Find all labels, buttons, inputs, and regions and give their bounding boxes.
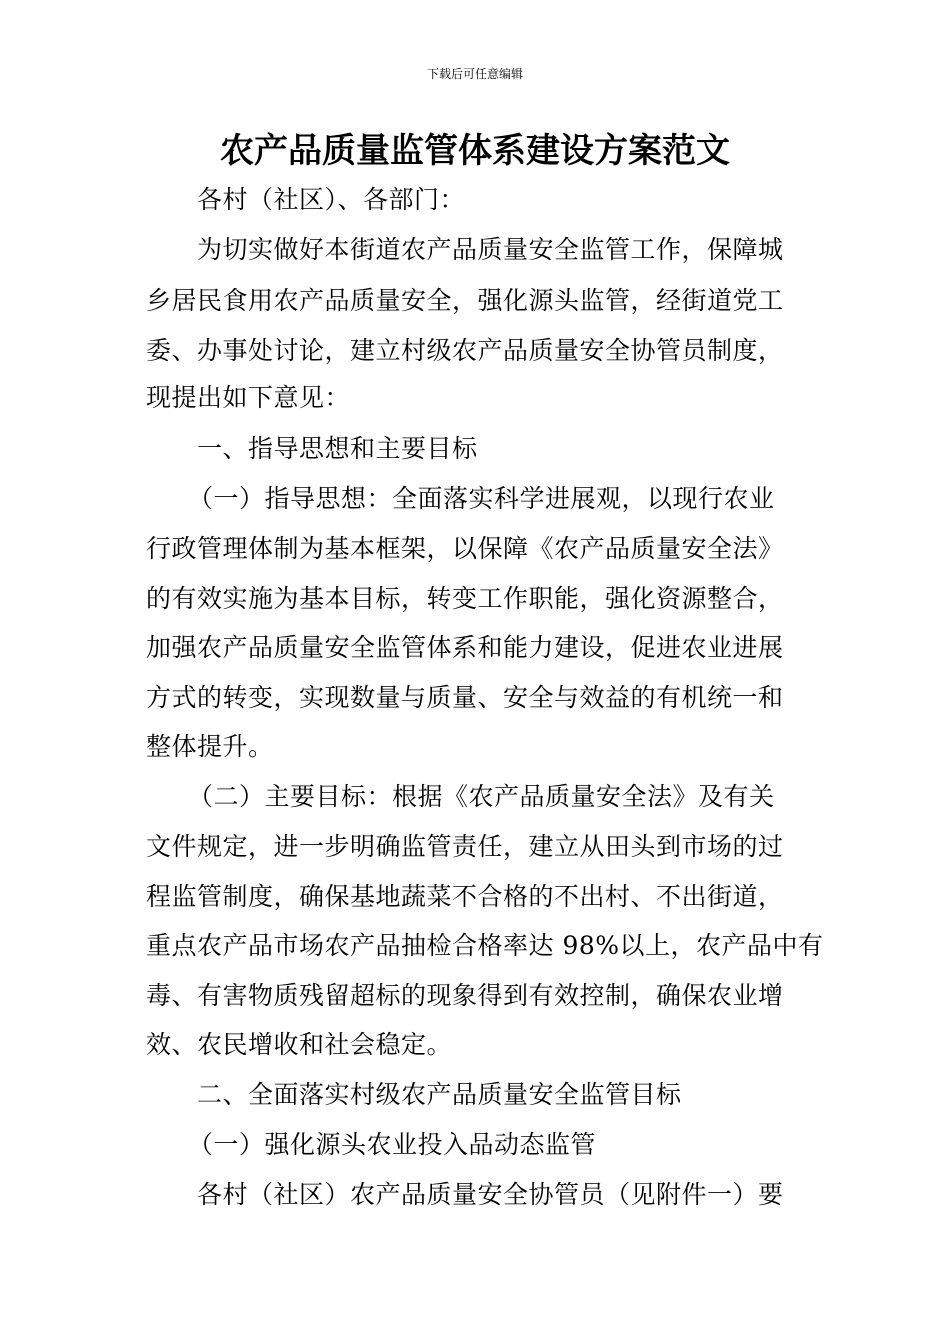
paragraph-line: 效、农民增收和社会稳定。 [146,1030,453,1059]
paragraph-line: 行政管理体制为基本框架，以保障《农产品质量安全法》 [146,534,784,563]
paragraph-line: 的有效实施为基本目标，转变工作职能，强化资源整合， [146,584,784,613]
paragraph-line: 现提出如下意见： [146,383,351,412]
paragraph-line: 方式的转变，实现数量与质量、安全与效益的有机统一和 [146,683,784,712]
section-heading: 一、指导思想和主要目标 [197,434,478,463]
paragraph-line: 重点农产品市场农产品抽检合格率达 98%以上，农产品中有 [146,931,824,960]
salutation-line: 各村（社区）、各部门： [197,185,466,214]
paragraph-line: 文件规定，进一步明确监管责任，建立从田头到市场的过 [146,832,784,861]
paragraph-line: 整体提升。 [146,732,274,761]
section-heading: 二、全面落实村级农产品质量安全监管目标 [197,1080,682,1109]
paragraph-line: 加强农产品质量安全监管体系和能力建设，促进农业进展 [146,633,784,662]
document-title: 农产品质量监管体系建设方案范文 [220,131,730,171]
paragraph-line: 各村（社区）农产品质量安全协管员（见附件一）要 [197,1180,784,1209]
paragraph-line: 毒、有害物质残留超标的现象得到有效控制，确保农业增 [146,981,784,1010]
paragraph-line: （二）主要目标：根据《农产品质量安全法》及有关 [188,782,775,811]
paragraph-line: 乡居民食用农产品质量安全，强化源头监管，经街道党工 [146,286,784,315]
subsection-heading: （一）强化源头农业投入品动态监管 [188,1130,597,1159]
paragraph-line: 委、办事处讨论，建立村级农产品质量安全协管员制度， [146,336,784,365]
paragraph-line: 程监管制度，确保基地蔬菜不合格的不出村、不出街道， [146,882,784,911]
header-note: 下载后可任意编辑 [426,67,523,81]
paragraph-line: 为切实做好本街道农产品质量安全监管工作，保障城 [197,235,784,264]
paragraph-line: （一）指导思想：全面落实科学进展观，以现行农业 [188,484,775,513]
